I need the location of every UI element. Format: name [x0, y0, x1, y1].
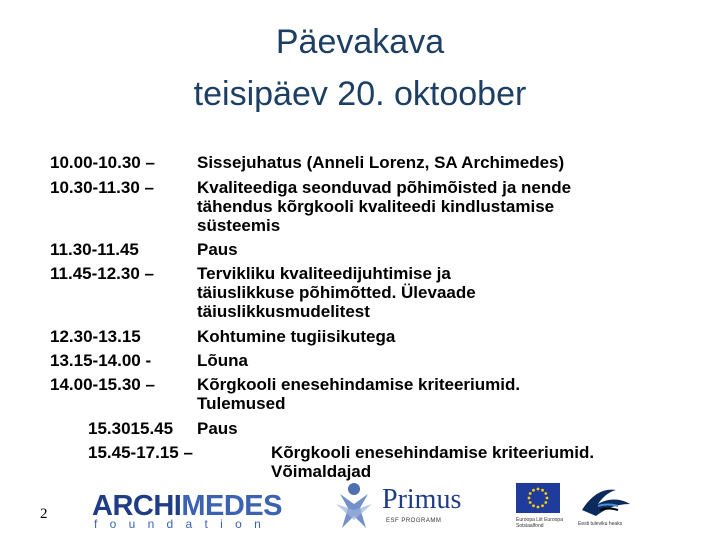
slide-subtitle: teisipäev 20. oktoober: [193, 75, 527, 113]
eu-stars-icon: [516, 483, 560, 513]
archimedes-wordmark-a: ARCHI: [92, 490, 182, 522]
eu-logo: [516, 483, 566, 531]
agenda-item: Lõuna: [197, 351, 248, 370]
agenda-item: Kõrgkooli enesehindamise kriteeriumid.: [271, 443, 595, 462]
agenda-item: Kõrgkooli enesehindamise kriteeriumid.: [197, 375, 521, 394]
agenda-time: 13.15-14.00 -: [50, 351, 152, 370]
archimedes-wordmark-b: MEDES: [181, 490, 282, 522]
agenda-item: Tulemused: [197, 394, 286, 413]
agenda-item: Paus: [197, 240, 238, 259]
eu-flag-icon: [516, 483, 560, 513]
agenda-item: täiuslikkusmudelitest: [197, 302, 370, 321]
agenda-time: 15.45-17.15 –: [88, 443, 193, 462]
eu-caption: Euroopa Liit Euroopa Sotsiaalfond: [516, 517, 563, 529]
estonia-caption: Eesti tuleviku heaks: [578, 521, 623, 527]
archimedes-logo: [92, 490, 298, 530]
primus-logo: [330, 480, 480, 532]
agenda-item: Tervikliku kvaliteedijuhtimise ja: [197, 264, 451, 283]
agenda-time: 11.30-11.45: [50, 240, 139, 259]
agenda-item: täiuslikkuse põhimõtted. Ülevaade: [197, 283, 476, 302]
agenda-time: 15.3015.45: [88, 419, 174, 438]
slide-number: 2: [40, 506, 48, 522]
archimedes-foundation-text: foundation: [94, 517, 274, 531]
agenda-item: Kohtumine tugiisikutega: [197, 327, 396, 346]
estonia-logo: [578, 480, 634, 532]
agenda-time: 12.30-13.15: [50, 327, 141, 346]
agenda-item: Võimaldajad: [271, 462, 372, 481]
primus-wordmark: Primus: [382, 484, 462, 515]
agenda-time: 11.45-12.30 –: [50, 264, 154, 283]
agenda-item: Sissejuhatus (Anneli Lorenz, SA Archimedes): [197, 153, 565, 172]
primus-figure-icon: [330, 480, 378, 530]
agenda-item: Paus: [197, 419, 238, 438]
slide-title: Päevakava: [275, 23, 445, 61]
agenda-item: tähendus kõrgkooli kvaliteedi kindlustamise: [197, 197, 555, 216]
agenda-time: 14.00-15.30 –: [50, 375, 155, 394]
agenda-item: Kvaliteediga seonduvad põhimõisted ja nende: [197, 178, 572, 197]
agenda-time: 10.30-11.30 –: [50, 178, 154, 197]
primus-subtitle: ESF PROGRAMM: [386, 518, 442, 524]
swallow-icon: [578, 480, 634, 520]
agenda-time: 10.00-10.30 –: [50, 153, 155, 172]
agenda-item: süsteemis: [197, 216, 281, 235]
